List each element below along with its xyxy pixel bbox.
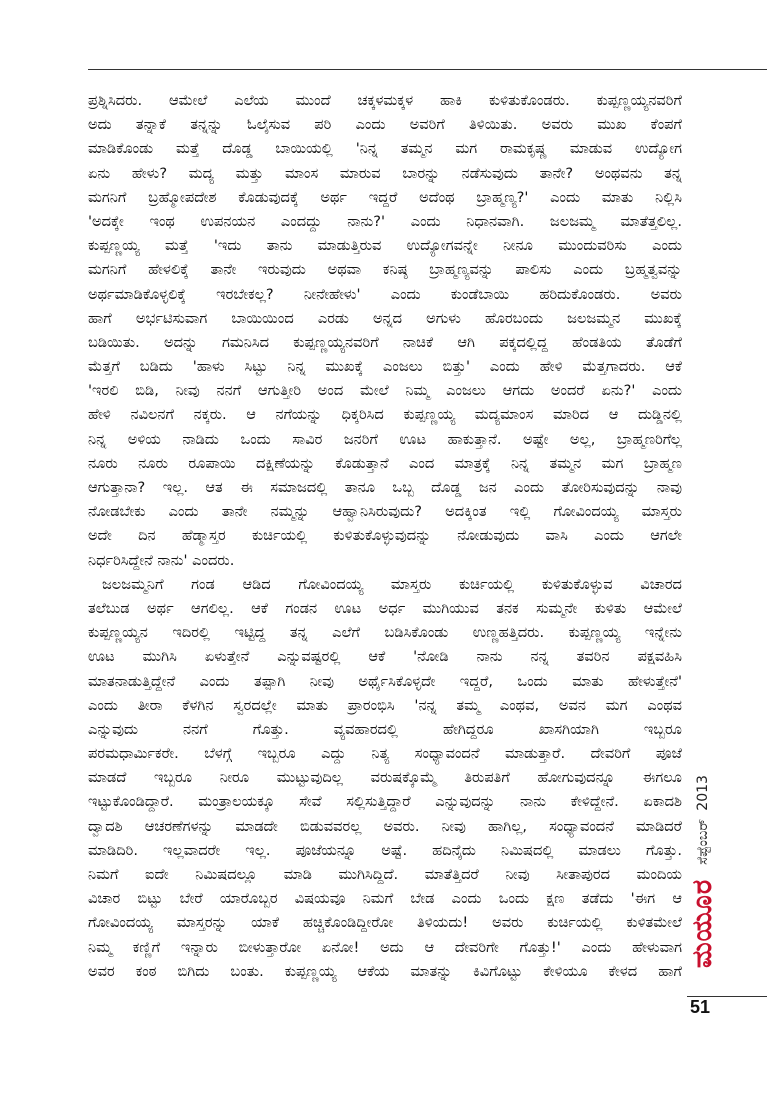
magazine-side-label bbox=[688, 738, 718, 968]
text-line: ಅವರ ಕಂಠ ಬಿಗಿದು ಬಂತು. ಕುಪ್ಪಣ್ಣಯ್ಯ ಆಕೆಯ ಮಾತನ್ನು ಕಿವಿಗೊಟ್ಟು ಕೇಳಿಯೂ ಕೇಳದ ಹಾಗೆ bbox=[88, 962, 682, 980]
text-line: 'ಅದಕ್ಕೇ ಇಂಥ ಉಪನಯನ ಎಂದದ್ದು ನಾನು?' ಎಂದು ನಿಧಾನವಾಗಿ. ಜಲಜಮ್ಮ ಮಾತೆತ್ತಲಿಲ್ಲ. bbox=[88, 212, 682, 230]
text-line: ಮಗನಿಗೆ ಹೇಳಲಿಕ್ಕೆ ತಾನೇ ಇರುವುದು ಅಥವಾ ಕನಿಷ್ಠ ಬ್ರಾಹ್ಮಣ್ಯವನ್ನು ಪಾಲಿಸು ಎಂದು ಬ್ರಹ್ಮತ್ವವನ್ನು bbox=[88, 261, 682, 279]
top-rule bbox=[88, 69, 767, 70]
text-line: ವಿಚಾರ ಬಿಟ್ಟು ಬೇರೆ ಯಾರೊಬ್ಬರ ವಿಷಯವೂ ನಿಮಗೆ ಬೇಡ ಎಂದು ಒಂದು ಕ್ಷಣ ತಡೆದು 'ಈಗ ಆ bbox=[88, 890, 682, 908]
issue-year: 2013 bbox=[695, 775, 711, 811]
text-line: ಮಾತನಾಡುತ್ತಿದ್ದೇನೆ ಎಂದು ತಪ್ಪಾಗಿ ನೀವು ಅರ್ಥೈಸಿಕೊಳ್ಳದೇ ಇದ್ದರೆ, ಒಂದು ಮಾತು ಹೇಳುತ್ತೇನೆ' bbox=[88, 672, 682, 690]
text-line: ಜಲಜಮ್ಮನಿಗೆ ಗಂಡ ಆಡಿದ ಗೋವಿಂದಯ್ಯ ಮಾಸ್ತರು ಕುರ್ಚಿಯಲ್ಲಿ ಕುಳಿತುಕೊಳ್ಳುವ ವಿಚಾರದ bbox=[102, 575, 682, 593]
text-line: ಎನ್ನುವುದು ನನಗೆ ಗೊತ್ತು. ವ್ಯವಹಾರದಲ್ಲಿ ಹೇಗಿದ್ದರೂ ಖಾಸಗಿಯಾಗಿ ಇಬ್ಬರೂ bbox=[88, 720, 682, 738]
text-line: ದ್ವಾದಶಿ ಆಚರಣೆಗಳನ್ನು ಮಾಡದೇ ಬಿಡುವವರಲ್ಲ ಅವರು. ನೀವು ಹಾಗಿಲ್ಲ, ಸಂಧ್ಯಾವಂದನೆ ಮಾಡಿದರೆ bbox=[88, 817, 682, 835]
text-line: ಕುಪ್ಪಣ್ಣಯ್ಯನ ಇದಿರಲ್ಲಿ ಇಟ್ಟಿದ್ದ ತನ್ನ ಎಲೆಗೆ ಬಡಿಸಿಕೊಂಡು ಉಣ್ಣಹತ್ತಿದರು. ಕುಪ್ಪಣ್ಣಯ್ಯ ಇನ್ನೇನು bbox=[88, 624, 682, 642]
text-line: ಹಾಗೆ ಅರ್ಭಟಿಸುವಾಗ ಬಾಯಿಯಿಂದ ಎರಡು ಅನ್ನದ ಅಗುಳು ಹೊರಬಂದು ಜಲಜಮ್ಮನ ಮುಖಕ್ಕೆ bbox=[88, 309, 682, 327]
text-line: ಇಟ್ಟುಕೊಂಡಿದ್ದಾರೆ. ಮಂತ್ರಾಲಯಕ್ಕೂ ಸೇವೆ ಸಲ್ಲಿಸುತ್ತಿದ್ದಾರೆ ಎನ್ನುವುದನ್ನು ನಾನು ಕೇಳಿದ್ದೇನೆ. ಏಕಾದಶಿ bbox=[88, 793, 682, 811]
text-line: ಅರ್ಥಮಾಡಿಕೊಳ್ಳಲಿಕ್ಕೆ ಇರಬೇಕಲ್ಲ? ನೀನೇಹೇಳು' ಎಂದು ಕುಂಡೆಬಾಯಿ ಹರಿದುಕೊಂಡರು. ಅವರು bbox=[88, 285, 682, 303]
page-number: 51 bbox=[690, 997, 711, 1017]
text-line: ತಲೆಬುಡ ಅರ್ಥ ಆಗಲಿಲ್ಲ. ಆಕೆ ಗಂಡನ ಊಟ ಅರ್ಧ ಮುಗಿಯುವ ತನಕ ಸುಮ್ಮನೇ ಕುಳಿತು ಆಮೇಲೆ bbox=[88, 599, 682, 617]
text-line: ನೂರು ನೂರು ರೂಪಾಯಿ ದಕ್ಷಿಣೆಯನ್ನು ಕೊಡುತ್ತಾನೆ ಎಂದ ಮಾತ್ರಕ್ಕೆ ನಿನ್ನ ತಮ್ಮನ ಮಗ ಬ್ರಾಹ್ಮಣ bbox=[88, 454, 682, 472]
text-line: ಆಗುತ್ತಾನಾ? ಇಲ್ಲ. ಆತ ಈ ಸಮಾಜದಲ್ಲಿ ತಾನೂ ಒಬ್ಬ ದೊಡ್ಡ ಜನ ಎಂದು ತೋರಿಸುವುದನ್ನು ನಾವು bbox=[88, 479, 682, 496]
text-line: ಬಡಿಯಿತು. ಅದನ್ನು ಗಮನಿಸಿದ ಕುಪ್ಪಣ್ಣಯ್ಯನವರಿಗೆ ನಾಚಿಕೆ ಆಗಿ ಪಕ್ಕದಲ್ಲಿದ್ದ ಹೆಂಡತಿಯ ತೊಡೆಗೆ bbox=[88, 333, 682, 351]
issue-month: ಸೆಪ್ಟೆಂಬರ್ bbox=[695, 818, 711, 865]
text-line: ಮೆತ್ತಗೆ ಬಡಿದು 'ಹಾಳು ಸಿಟ್ಟು ನಿನ್ನ ಮುಖಕ್ಕೆ ಎಂಜಲು ಬಿತ್ತು' ಎಂದು ಹೇಳಿ ಮೆತ್ತಗಾದರು. ಆಕೆ bbox=[88, 358, 682, 376]
text-line: ನಿಮಗೆ ಐದೇ ನಿಮಿಷದಲ್ಲೂ ಮಾಡಿ ಮುಗಿಸಿದ್ದಿದೆ. ಮಾತೆತ್ತಿದರೆ ನೀವು ಸೀತಾಪುರದ ಮಂದಿಯ bbox=[88, 866, 682, 883]
text-line: ನೋಡಬೇಕು ಎಂದು ತಾನೇ ನಮ್ಮನ್ನು ಆಹ್ವಾನಿಸಿರುವುದು? ಅದಕ್ಕಿಂತ ಇಲ್ಲಿ ಗೋವಿಂದಯ್ಯ ಮಾಸ್ತರು bbox=[88, 503, 682, 521]
text-line: 'ಇರಲಿ ಬಿಡಿ, ನೀವು ನನಗೆ ಆಗುತ್ತೀರಿ ಅಂದ ಮೇಲೆ ನಿಮ್ಮ ಎಂಜಲು ಆಗದು ಅಂದರೆ ಏನು?' ಎಂದು bbox=[88, 382, 682, 400]
text-line: ಗೋವಿಂದಯ್ಯ ಮಾಸ್ತರನ್ನು ಯಾಕೆ ಹಚ್ಚಿಕೊಂಡಿದ್ದೀರೋ ತಿಳಿಯದು! ಅವರು ಕುರ್ಚಿಯಲ್ಲಿ ಕುಳಿತಮೇಲೆ bbox=[88, 914, 682, 932]
text-line: ನಿಮ್ಮ ಕಣ್ಣಿಗೆ ಇನ್ನಾರು ಬೀಳುತ್ತಾರೋ ಏನೋ! ಅದು ಆ ದೇವರಿಗೇ ಗೊತ್ತು!' ಎಂದು ಹೇಳುವಾಗ bbox=[88, 938, 682, 956]
text-line: ನಿನ್ನ ಅಳಿಯ ನಾಡಿದು ಒಂದು ಸಾವಿರ ಜನರಿಗೆ ಊಟ ಹಾಕುತ್ತಾನೆ. ಅಷ್ಟೇ ಅಲ್ಲ, ಬ್ರಾಹ್ಮಣರಿಗೆಲ್ಲ bbox=[88, 430, 682, 448]
text-line: ಮಗನಿಗೆ ಬ್ರಹ್ಮೋಪದೇಶ ಕೊಡುವುದಕ್ಕೆ ಅರ್ಥ ಇದ್ದರೆ ಅದೆಂಥ ಬ್ರಾಹ್ಮಣ್ಯ?' ಎಂದು ಮಾತು ನಿಲ್ಲಿಸಿ bbox=[88, 188, 682, 206]
text-line: ಎಂದು ತೀರಾ ಕೆಳಗಿನ ಸ್ವರದಲ್ಲೇ ಮಾತು ಪ್ರಾರಂಭಿಸಿ 'ನನ್ನ ತಮ್ಮ ಎಂಥವ, ಅವನ ಮಗ ಎಂಥವ bbox=[88, 696, 682, 714]
text-line: ಪ್ರಶ್ನಿಸಿದರು. ಆಮೇಲೆ ಎಲೆಯ ಮುಂದೆ ಚಕ್ಕಳಮಕ್ಕಳ ಹಾಕಿ ಕುಳಿತುಕೊಂಡರು. ಕುಪ್ಪಣ್ಣಯ್ಯನವರಿಗೆ bbox=[88, 92, 682, 109]
magazine-masthead: ಮಯೂರ bbox=[687, 878, 718, 968]
text-line: ಏನು ಹೇಳು? ಮದ್ಯ ಮತ್ತು ಮಾಂಸ ಮಾರುವ ಬಾರನ್ನು ನಡೆಸುವುದು ತಾನೇ? ಅಂಥವನು ತನ್ನ bbox=[88, 164, 682, 182]
text-line: ಊಟ ಮುಗಿಸಿ ಏಳುತ್ತೇನೆ ಎನ್ನುವಷ್ಟರಲ್ಲಿ ಆಕೆ 'ನೋಡಿ ನಾನು ನನ್ನ ತವರಿನ ಪಕ್ಷವಹಿಸಿ bbox=[88, 648, 682, 666]
text-line: ಪರಮಧಾರ್ಮಿಕರೇ. ಬೆಳಗ್ಗೆ ಇಬ್ಬರೂ ಎದ್ದು ನಿತ್ಯ ಸಂಧ್ಯಾವಂದನೆ ಮಾಡುತ್ತಾರೆ. ದೇವರಿಗೆ ಪೂಜೆ bbox=[88, 745, 682, 763]
text-line: ಕುಪ್ಪಣ್ಣಯ್ಯ ಮತ್ತೆ 'ಇದು ತಾನು ಮಾಡುತ್ತಿರುವ ಉದ್ಯೋಗವನ್ನೇ ನೀನೂ ಮುಂದುವರಿಸು ಎಂದು bbox=[88, 237, 682, 255]
text-line: ಅದು ತನ್ನಾಕೆ ತನ್ನನ್ನು ಓಲೈಸುವ ಪರಿ ಎಂದು ಅವರಿಗೆ ತಿಳಿಯಿತು. ಅವರು ಮುಖ ಕೆಂಪಗೆ bbox=[88, 116, 682, 134]
text-line: ಅದೇ ದಿನ ಹೆಡ್ಮಾಸ್ತರ ಕುರ್ಚಿಯಲ್ಲಿ ಕುಳಿತುಕೊಳ್ಳುವುದನ್ನು ನೋಡುವುದು ವಾಸಿ ಎಂದು ಆಗಲೇ bbox=[88, 527, 682, 545]
text-line: ನಿರ್ಧರಿಸಿದ್ದೇನೆ ನಾನು' ಎಂದರು. bbox=[88, 551, 235, 569]
text-line: ಮಾಡಿದಿರಿ. ಇಲ್ಲವಾದರೇ ಇಲ್ಲ. ಪೂಜೆಯನ್ನೂ ಅಷ್ಟೆ. ಹದಿನೈದು ನಿಮಿಷದಲ್ಲಿ ಮಾಡಲು ಗೊತ್ತು. bbox=[88, 841, 682, 859]
text-line: ಹೇಳಿ ನವಿಲನಗೆ ನಕ್ಕರು. ಆ ನಗೆಯನ್ನು ಧಿಕ್ಕರಿಸಿದ ಕುಪ್ಪಣ್ಣಯ್ಯ ಮದ್ಯಮಾಂಸ ಮಾರಿದ ಆ ದುಡ್ಡಿನಲ್ಲಿ bbox=[88, 406, 682, 424]
text-line: ಮಾಡದೆ ಇಬ್ಬರೂ ನೀರೂ ಮುಟ್ಟುವುದಿಲ್ಲ ವರುಷಕ್ಕೊಮ್ಮೆ ತಿರುಪತಿಗೆ ಹೋಗುವುದನ್ನೂ ಈಗಲೂ bbox=[88, 769, 682, 787]
text-line: ಮಾಡಿಕೊಂಡು ಮತ್ತೆ ದೊಡ್ಡ ಬಾಯಿಯಲ್ಲಿ 'ನಿನ್ನ ತಮ್ಮನ ಮಗ ರಾಮಕೃಷ್ಣ ಮಾಡುವ ಉದ್ಯೋಗ bbox=[88, 140, 682, 158]
story-text-column bbox=[88, 89, 682, 984]
